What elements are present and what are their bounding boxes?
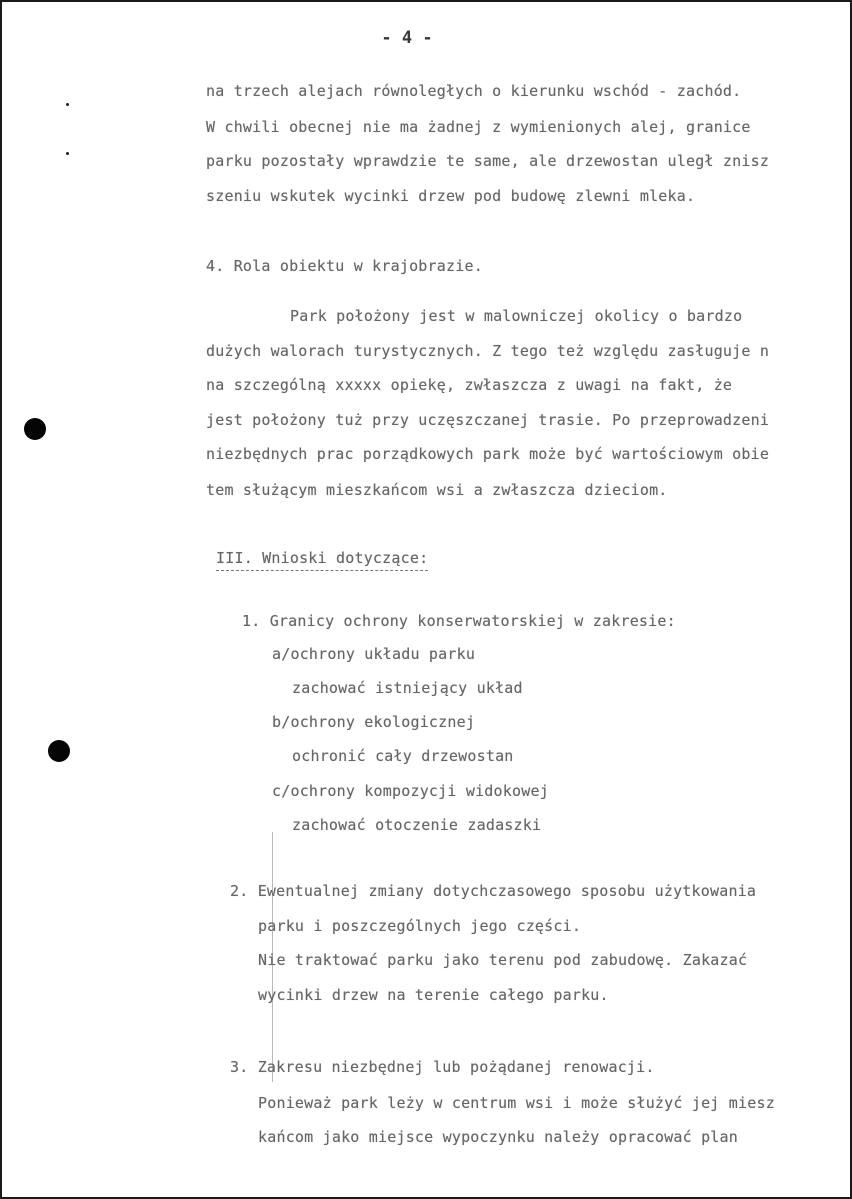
list-item-line: kańcom jako miejsce wypoczynku należy opracować plan <box>258 1128 738 1146</box>
paragraph-line: parku pozostały wprawdzie te same, ale drzewostan uległ znisz <box>206 152 770 170</box>
sub-item-text: zachować istniejący układ <box>292 679 523 697</box>
list-item-line: Ponieważ park leży w centrum wsi i może służyć jej miesz <box>258 1094 775 1112</box>
speck <box>66 152 69 155</box>
paragraph-line: na trzech alejach równoległych o kierunku wschód - zachód. <box>206 82 742 100</box>
list-item-line: Nie traktować parku jako terenu pod zabudowę. Zakazać <box>258 951 748 969</box>
paragraph-line: W chwili obecnej nie ma żadnej z wymienionych alej, granice <box>206 118 751 136</box>
paragraph-line: niezbędnych prac porządkowych park może być wartościowym obie <box>206 445 770 463</box>
paragraph-line: tem służącym mieszkańcom wsi a zwłaszcza dzieciom. <box>206 481 668 499</box>
list-item-line: wycinki drzew na terenie całego parku. <box>258 986 609 1004</box>
binder-hole-bottom <box>48 740 70 762</box>
section-heading: 4. Rola obiektu w krajobrazie. <box>206 257 483 275</box>
list-item-line: parku i poszczególnych jego części. <box>258 917 582 935</box>
page-number: - 4 - <box>381 28 433 48</box>
sub-item-label: a/ochrony układu parku <box>272 645 476 663</box>
paragraph-line: jest położony tuż przy uczęszczanej trasie. Po przeprowadzeni <box>206 411 770 429</box>
section-heading: III. Wnioski dotyczące: <box>216 548 428 571</box>
paragraph-line: na szczególną xxxxx opiekę, zwłaszcza z uwagi na fakt, że <box>206 376 733 394</box>
list-item-title: 2. Ewentualnej zmiany dotychczasowego sposobu użytkowania <box>230 882 757 900</box>
paragraph-line: Park położony jest w malowniczej okolicy o bardzo <box>290 307 743 325</box>
sub-item-label: c/ochrony kompozycji widokowej <box>272 782 549 800</box>
list-item-title: 1. Granicy ochrony konserwatorskiej w zakresie: <box>242 612 676 630</box>
paragraph-line: dużych walorach turystycznych. Z tego też względu zasługuje n <box>206 342 770 360</box>
paragraph-line: szeniu wskutek wycinki drzew pod budowę zlewni mleka. <box>206 187 696 205</box>
binder-hole-top <box>24 418 46 440</box>
sub-item-text: ochronić cały drzewostan <box>292 747 514 765</box>
list-item-title: 3. Zakresu niezbędnej lub pożądanej renowacji. <box>230 1058 655 1076</box>
speck <box>66 103 69 106</box>
sub-item-label: b/ochrony ekologicznej <box>272 713 476 731</box>
sub-item-text: zachować otoczenie zadaszki <box>292 816 542 834</box>
